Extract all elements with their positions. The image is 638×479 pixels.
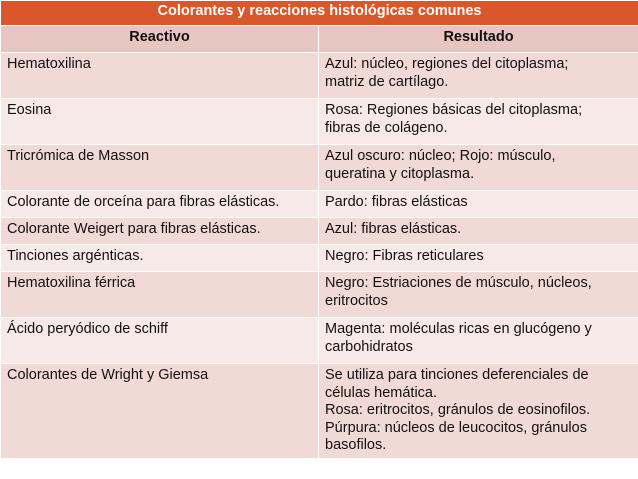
table-row — [1, 245, 638, 272]
result-line: carbohidratos — [325, 338, 413, 355]
result-line: Negro: Fibras reticulares — [325, 248, 484, 264]
result-cell — [319, 245, 638, 272]
result-line: Rosa: eritrocitos, gránulos de eosinofilos. — [325, 402, 591, 418]
result-line: Azul oscuro: núcleo; Rojo: músculo, — [325, 148, 556, 164]
header-resultado: Resultado — [319, 26, 638, 53]
result-line: Magenta: moléculas ricas en glucógeno y — [325, 321, 592, 337]
table-row — [1, 53, 638, 99]
result-line: Se utiliza para tinciones deferenciales de — [325, 367, 589, 383]
result-line: células hemática. — [325, 384, 438, 401]
result-line: basofilos. — [325, 437, 387, 453]
table-row — [1, 364, 638, 459]
table-row — [1, 191, 638, 218]
reagent-cell: Colorante de orceína para fibras elásticas. — [1, 191, 319, 218]
reagent-cell: Tinciones argénticas. — [1, 245, 319, 272]
result-cell — [319, 53, 638, 99]
result-cell — [319, 364, 638, 459]
table-title-row — [1, 1, 638, 26]
table-row — [1, 99, 638, 145]
result-line: Rosa: Regiones básicas del citoplasma; — [325, 102, 583, 118]
result-cell — [319, 145, 638, 191]
result-cell — [319, 99, 638, 145]
result-cell — [319, 191, 638, 218]
result-line: Negro: Estriaciones de músculo, núcleos, — [325, 275, 592, 291]
table-row — [1, 272, 638, 318]
result-line: Azul: fibras elásticas. — [325, 221, 462, 237]
table-title: Colorantes y reacciones histológicas comunes — [1, 1, 638, 26]
reagent-cell: Colorantes de Wright y Giemsa — [1, 364, 319, 459]
result-cell — [319, 218, 638, 245]
table-row — [1, 145, 638, 191]
result-line: Púrpura: núcleos de leucocitos, gránulos — [325, 419, 587, 436]
result-line: queratina y citoplasma. — [325, 165, 475, 182]
table-row — [1, 218, 638, 245]
table-row — [1, 318, 638, 364]
result-line: Pardo: fibras elásticas — [325, 194, 468, 210]
result-line: fibras de colágeno. — [325, 119, 448, 136]
result-cell — [319, 318, 638, 364]
result-line: matriz de cartílago. — [325, 73, 449, 90]
result-cell — [319, 272, 638, 318]
table-header-row — [1, 26, 638, 53]
result-line: eritrocitos — [325, 292, 388, 309]
header-reactivo: Reactivo — [1, 26, 319, 53]
reagent-cell: Hematoxilina — [1, 53, 319, 99]
reagent-cell: Tricrómica de Masson — [1, 145, 319, 191]
reagent-cell: Ácido peryódico de schiff — [1, 318, 319, 364]
reagent-cell: Eosina — [1, 99, 319, 145]
reagent-cell: Hematoxilina férrica — [1, 272, 319, 318]
reagent-cell: Colorante Weigert para fibras elásticas. — [1, 218, 319, 245]
table-body — [1, 53, 638, 459]
result-line: Azul: núcleo, regiones del citoplasma; — [325, 56, 569, 72]
